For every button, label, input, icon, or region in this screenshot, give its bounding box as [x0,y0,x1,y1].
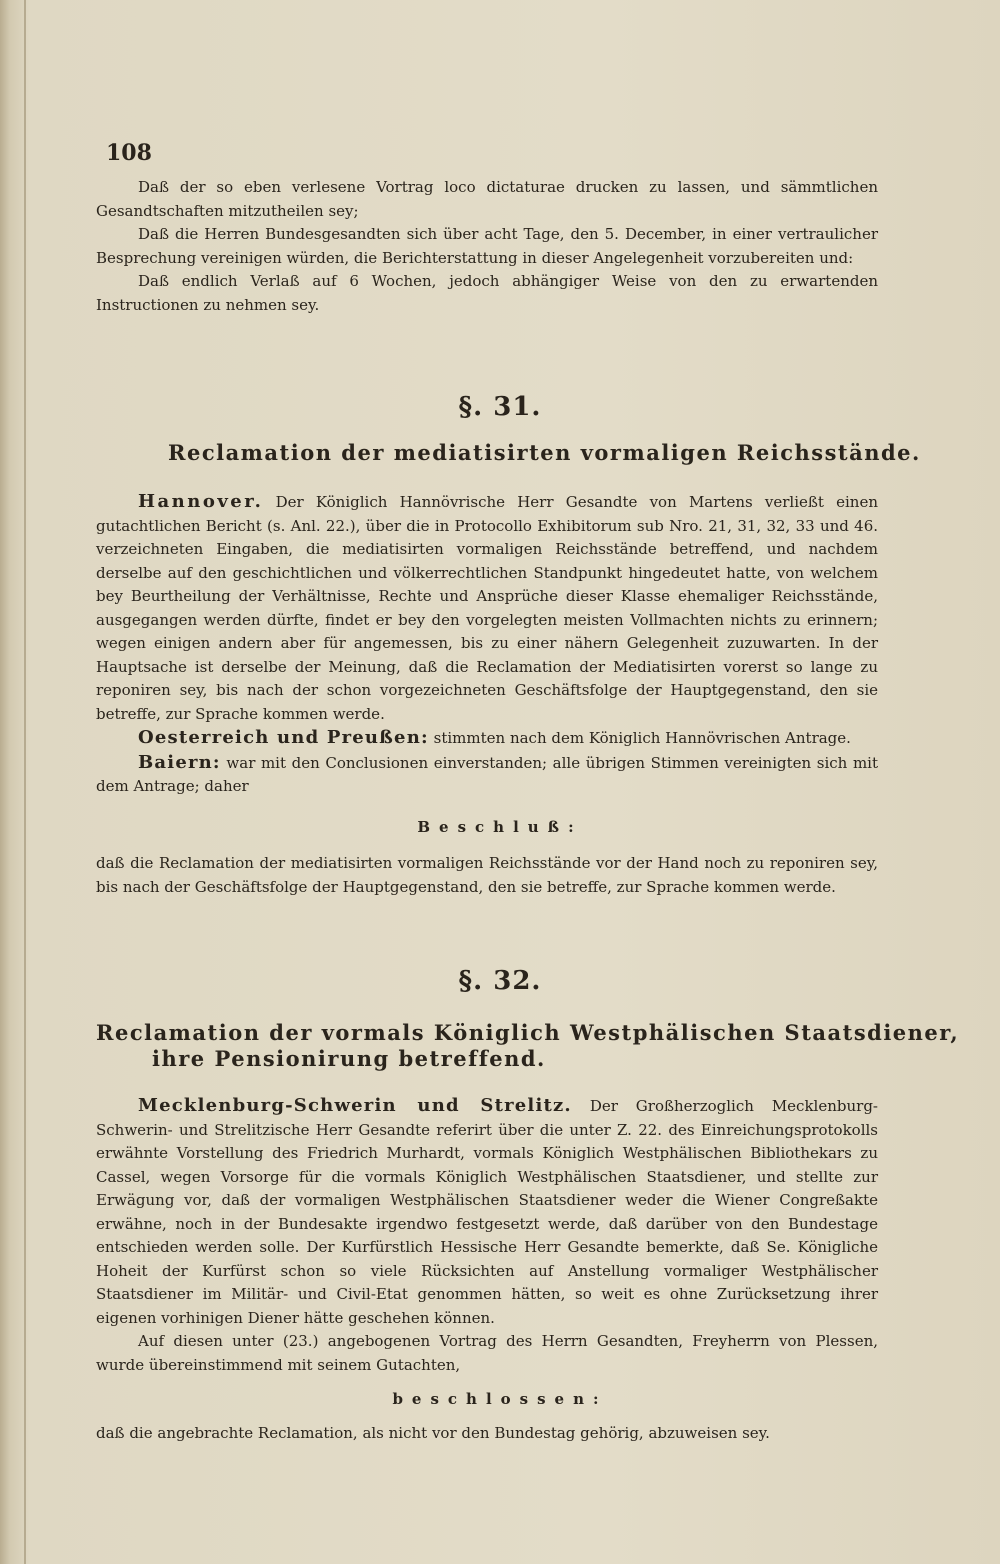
section-32-body [96,1094,878,1377]
section-31-decision-label: Beschluß: [417,818,583,836]
hannover-lead: Hannover. [138,491,264,512]
section-32-decision-text: daß die angebrachte Reclamation, als nicht vor den Bundestag gehörig, abzuweisen sey. [96,1424,770,1442]
intro-paragraph-3: Daß endlich Verlaß auf 6 Wochen, jedoch abhängiger Weise von den zu erwartenden Instructionen zu nehmen sey. [96,272,878,314]
intro-block [96,176,878,317]
mecklenburg-lead: Mecklenburg-Schwerin und Strelitz. [138,1095,572,1116]
section-32-title-line-2: ihre Pensionirung betreffend. [152,1046,546,1071]
hannover-text: Der Königlich Hannövrische Herr Gesandte von Martens verließt einen gutachtlichen Bericht (s. Anl. 22.), über die in Protocollo Exhibitorum sub Nro. 21, 31, 32, 33 und 46. verzeichneten Eingaben, die mediatisirten vormaligen Reichsstände betreffend, und nachdem derselbe auf den geschichtlichen und völkerrechtlichen Standpunkt hingedeutet hatte, von welchem bey Beurtheilung der Verhältnisse, Rechte und Ansprüche dieser Klasse ehemaliger Reichsstände, ausgegangen werden dürfte, findet er bey den vorgelegten meisten Vollmachten nichts zu erinnern; wegen einigen andern aber für angemessen, bis zu einer nähern Gelegenheit zuzuwarten. In der Hauptsache ist derselbe der Meinung, daß die Reclamation der Mediatisirten vorerst so lange zu reponiren sey, bis nach der schon vorgezeichneten Geschäftsfolge der Hauptgegenstand, den sie betreffe, zur Sprache kommen werde. [96,493,878,723]
baiern-text: war mit den Conclusionen einverstanden; alle übrigen Stimmen vereinigten sich mit dem Antrage; daher [96,753,878,795]
section-32-number: §. 32. [458,966,542,996]
section-32-title-line-1: Reclamation der vormals Königlich Westphälischen Staatsdiener, [96,1020,960,1045]
mecklenburg-paragraph [96,1094,878,1330]
mecklenburg-text: Der Großherzoglich Mecklenburg-Schwerin- und Strelitzische Herr Gesandte referirt über die unter Z. 22. des Einreichungsprotokolls erwähnte Vorstellung des Friedrich Murhardt, vormals Königlich Westphälischen Bibliothekars zu Cassel, wegen Vorsorge für die vormals Königlich Westphälischen Staatsdiener, und stellte zur Erwägung vor, daß der vormaligen Westphälischen Staatsdiener weder die Wiener Congreßakte erwähne, noch in der Bundesakte irgendwo festgesetzt werde, daß darüber von den Bundestage entschieden werden solle. Der Kurfürstlich Hessische Herr Gesandte bemerkte, daß Se. Königliche Hoheit der Kurfürst schon so viele Rücksichten auf Anstellung vormaliger Westphälischer Staatsdiener im Militär- und Civil-Etat genommen hätten, so weit es ohne Zurücksetzung ihrer eigenen vorhinigen Diener hätte geschehen können. [96,1097,878,1327]
intro-paragraph-2: Daß die Herren Bundesgesandten sich über acht Tage, den 5. December, in einer vertraulicher Besprechung vereinigen würden, die Berichterstattung in dieser Angelegenheit vorzubereiten und: [96,225,878,267]
section-31-decision-text: daß die Reclamation der mediatisirten vormaligen Reichsstände vor der Hand noch zu reponiren sey, bis nach der Geschäftsfolge der Hauptgegenstand, den sie betreffe, zur Sprache kommen werde. [96,854,878,896]
page-gutter [24,0,26,1564]
follow-paragraph: Auf diesen unter (23.) angebogenen Vortrag des Herrn Gesandten, Freyherrn von Plessen, wurde übereinstimmend mit seinem Gutachten, [96,1332,878,1374]
section-32-decision-label: beschlossen: [392,1390,608,1408]
section-31-title: Reclamation der mediatisirten vormaligen Reichsstände. [168,440,921,465]
oesterreich-lead: Oesterreich und Preußen: [138,727,429,748]
hannover-paragraph [96,490,878,726]
section-31-decision [96,852,878,899]
section-31-body [96,490,878,799]
page-number: 108 [106,140,152,166]
oesterreich-text: stimmten nach dem Königlich Hannövrischen Antrage. [433,729,851,747]
baiern-paragraph [96,751,878,799]
intro-paragraph-1: Daß der so eben verlesene Vortrag loco dictaturae drucken zu lassen, und sämmtlichen Gesandtschaften mitzutheilen sey; [96,178,878,220]
oesterreich-paragraph [96,726,878,751]
section-31-number: §. 31. [458,392,542,422]
section-32-decision [96,1422,878,1446]
baiern-lead: Baiern: [138,751,221,773]
